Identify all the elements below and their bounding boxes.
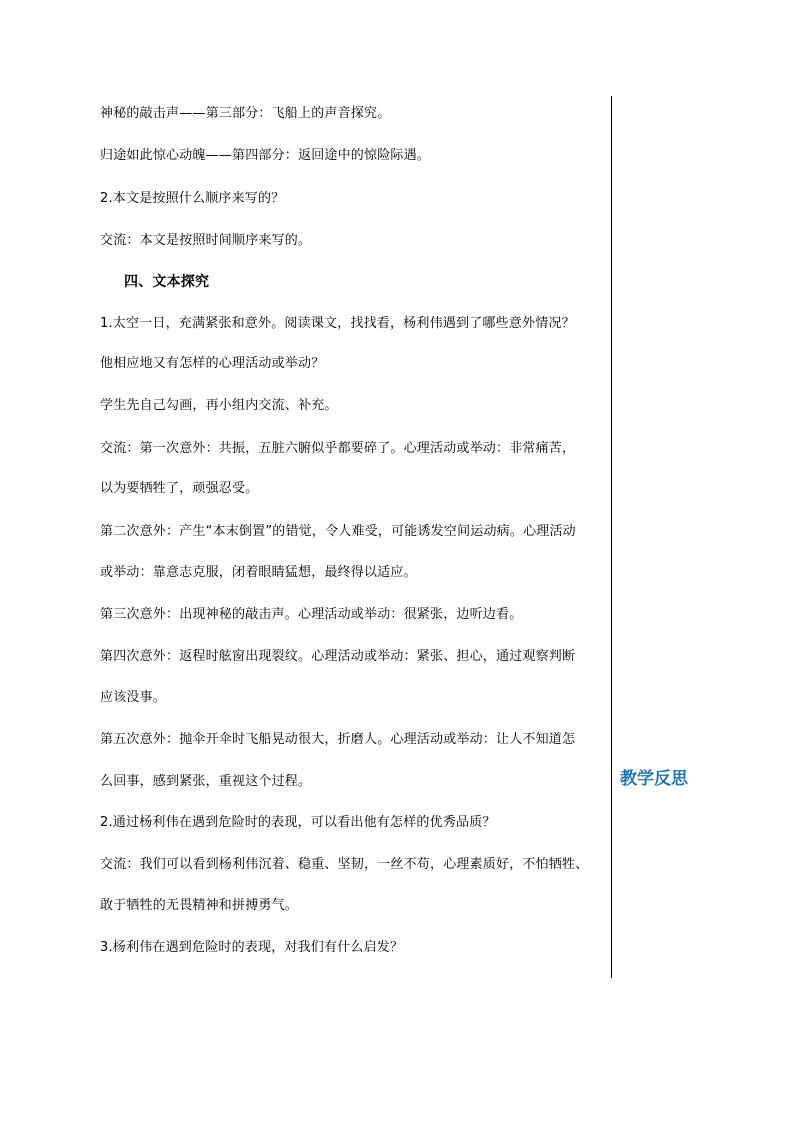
text-line: 以为要牺牲了，顽强忍受。 — [100, 481, 259, 496]
text-line: 第四次意外：返程时舷窗出现裂纹。心理活动或举动：紧张、担心，通过观察判断 — [100, 649, 576, 664]
column-divider — [611, 96, 612, 978]
answer-line: 交流：本文是按照时间顺序来写的。 — [100, 233, 312, 248]
question-line: 2.通过杨利伟在遇到危险时的表现，可以看出他有怎样的优秀品质？ — [100, 815, 496, 830]
text-line: 么回事，感到紧张，重视这个过程。 — [100, 774, 312, 789]
question-line: 2.本文是按照什么顺序来写的？ — [100, 191, 285, 206]
question-line: 1.太空一日，充满紧张和意外。阅读课文，找找看，杨利伟遇到了哪些意外情况？ — [100, 316, 575, 331]
text-line: 他相应地又有怎样的心理活动或举动？ — [100, 356, 325, 371]
text-line: 第二次意外：产生“本末倒置”的错觉，令人难受，可能诱发空间运动病。心理活动 — [100, 524, 576, 539]
question-line: 3.杨利伟在遇到危险时的表现，对我们有什么启发？ — [100, 940, 404, 955]
text-line: 神秘的敲击声——第三部分：飞船上的声音探究。 — [100, 106, 391, 121]
answer-line: 交流：第一次意外：共振，五脏六腑似乎都要碎了。心理活动或举动：非常痛苦， — [100, 441, 576, 456]
text-line: 学生先自己勾画，再小组内交流、补充。 — [100, 398, 338, 413]
text-line: 或举动：靠意志克服，闭着眼睛猛想，最终得以适应。 — [100, 565, 417, 580]
teaching-reflection-heading: 教学反思 — [620, 769, 688, 789]
text-line: 归途如此惊心动魄——第四部分：返回途中的惊险际遇。 — [100, 148, 431, 163]
text-line: 应该没事。 — [100, 690, 167, 705]
text-line: 第三次意外：出现神秘的敲击声。心理活动或举动：很紧张，边听边看。 — [100, 607, 523, 622]
text-line: 第五次意外：抛伞开伞时飞船晃动很大，折磨人。心理活动或举动：让人不知道怎 — [100, 732, 576, 747]
answer-line: 交流：我们可以看到杨利伟沉着、稳重、坚韧，一丝不苟，心理素质好，不怕牺牲、 — [100, 857, 589, 872]
text-line: 敢于牺牲的无畏精神和拼搏勇气。 — [100, 898, 299, 913]
section-heading: 四、文本探究 — [124, 274, 210, 290]
